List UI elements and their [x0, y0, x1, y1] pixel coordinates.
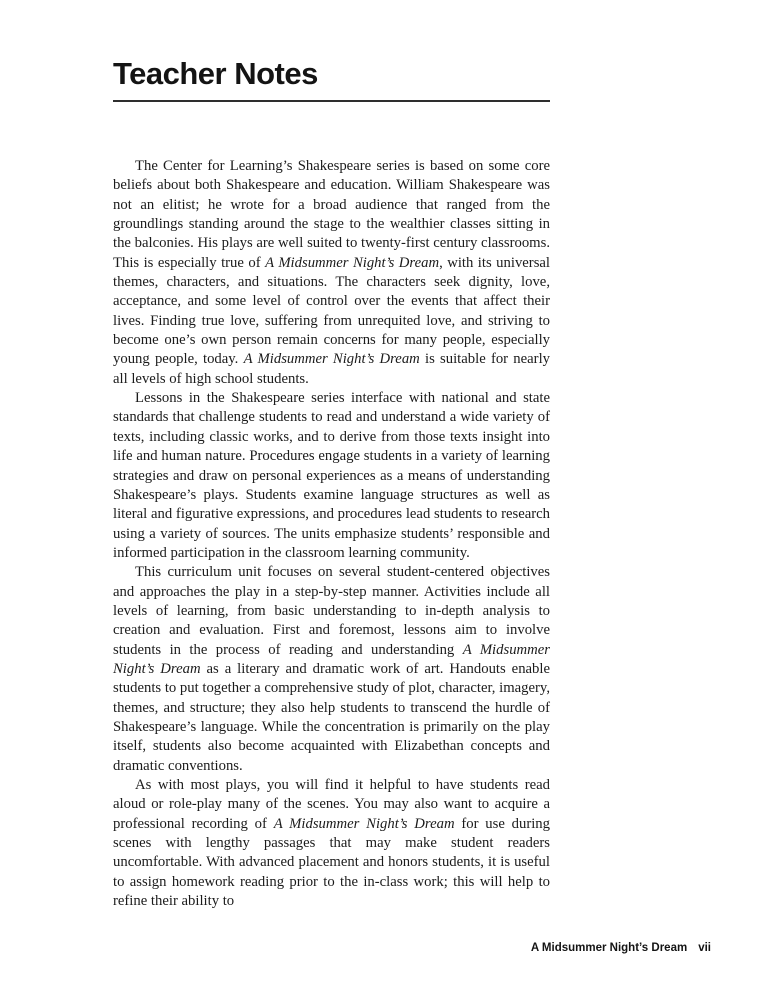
paragraph-4 — [113, 776, 550, 911]
page-footer — [531, 942, 711, 954]
title-rule — [113, 100, 550, 102]
page-title: Teacher Notes — [113, 56, 318, 91]
footer-book-title: A Midsummer Night’s Dream — [530, 942, 688, 954]
text-run: is suitable for nearly all levels of high school students. — [113, 351, 550, 387]
text-run: This curriculum unit focuses on several student-centered objectives and approaches the play in a step-by-step manner. Activities include all levels of learning, from basic understanding to in-depth analysis to creation and evaluation. First and foremost, lessons aim to involve students in the process of reading and understanding — [113, 564, 550, 658]
text-run: , with its universal themes, characters, and situations. The characters seek dignity, love, acceptance, and some level of control over the events that affect their lives. Finding true love, suffering from unrequited love, and striving to become one’s own person remain concerns for many people, especially young people, today. — [113, 254, 551, 368]
page-header — [113, 57, 550, 102]
paragraph-2 — [113, 389, 550, 563]
book-title-italic: A Midsummer Night’s Dream — [265, 254, 440, 271]
text-run: Lessons in the Shakespeare series interface with national and state standards that challenge students to read and understand a wide variety of texts, including classic works, and to derive from those texts insight into life and human nature. Procedures engage students in a variety of learning strategies and draw on personal experiences as a means of understanding Shakespeare’s plays. Students examine language structures as well as literal and figurative expressions, and procedures lead students to research using a variety of sources. The units emphasize students’ responsible and informed participation in the classroom learning community. — [113, 390, 550, 561]
paragraph-1 — [113, 157, 550, 389]
body-text — [113, 157, 550, 911]
paragraph-3 — [113, 563, 550, 776]
text-run: The Center for Learning’s Shakespeare series is based on some core beliefs about both Shakespeare and education. William Shakespeare was not an elitist; he wrote for a broad audience that ranged from the groundlings standing around the stage to the wealthier classes sitting in the balconies. His plays are well suited to twenty-first century classrooms. This is especially true of — [113, 158, 550, 271]
text-run: As with most plays, you will find it helpful to have students read aloud or role-play many of the scenes. You may also want to acquire a professional recording of — [113, 777, 550, 832]
text-run: as a literary and dramatic work of art. Handouts enable students to put together a comprehensive study of plot, character, imagery, themes, and structure; they also help students to transcend the hurdle of Shakespeare’s language. While the concentration is primarily on the play itself, students also become acquainted with Elizabethan concepts and dramatic conventions. — [113, 660, 551, 774]
book-title-italic: A Midsummer Night’s Dream — [273, 815, 455, 832]
text-run: for use during scenes with lengthy passages that may make student readers uncomfortable. With advanced placement and honors students, it is useful to assign homework reading prior to the in-class work; this will help to refine their ability to — [113, 815, 550, 910]
book-title-italic: A Midsummer Night’s Dream — [243, 351, 420, 368]
footer-page-number: vii — [698, 942, 711, 954]
book-title-italic: A Midsummer Night’s Dream — [113, 641, 550, 677]
